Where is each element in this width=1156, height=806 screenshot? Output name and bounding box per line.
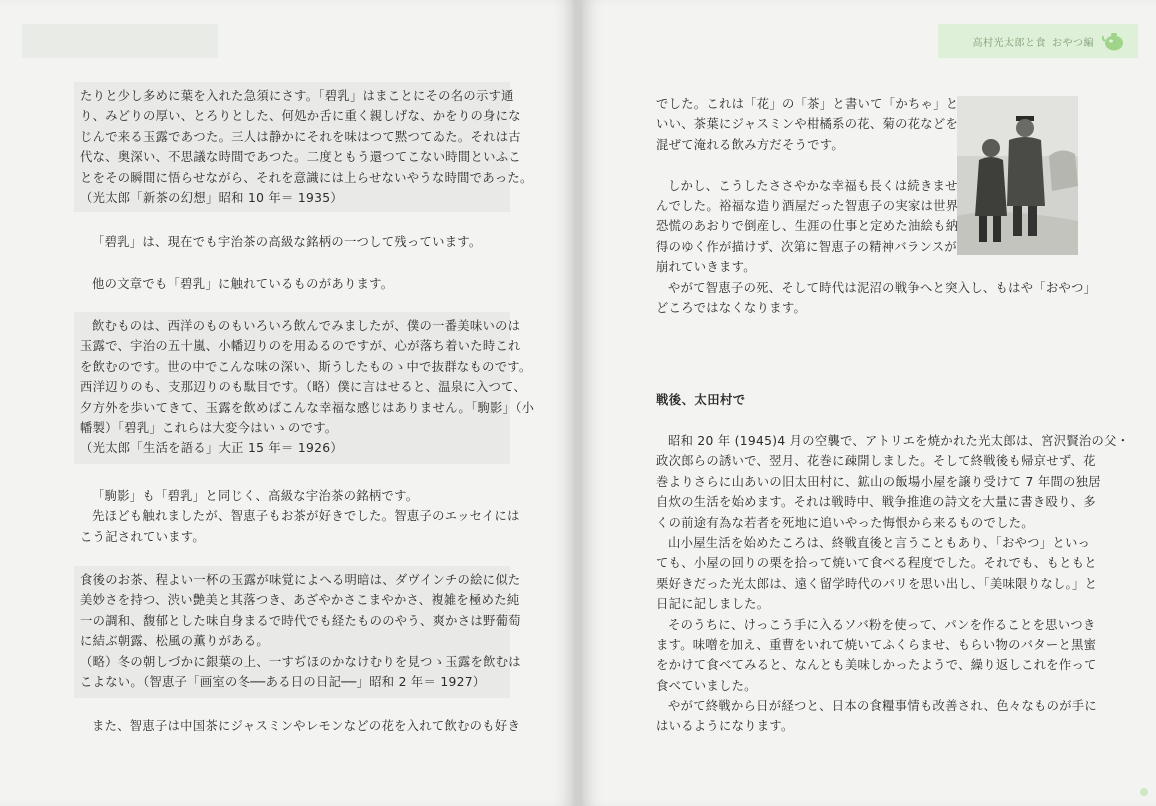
quote-3-line: に結ぶ朝露、松風の薫りがある。 (80, 634, 269, 649)
paragraph-line: 「駒影」も「碧乳」と同じく、高級な宇治茶の銘柄です。 (92, 489, 419, 503)
body-line: しかし、こうしたささやかな幸福も長くは続きませ (668, 178, 958, 193)
quote-3-line: 一の調和、馥郁とした味自身まるで時代でも経たもののやう、爽かさは野葡萄 (80, 613, 521, 628)
quote-2 (80, 316, 534, 459)
right-page (582, 0, 1156, 806)
quote-2-line: 夕方外を歩いてきて、玉露を飲めばこんな幸福な感じはありません。「駒影」（小 (80, 400, 535, 415)
body-line: をかけて食べてみると、なんとも美味しかったようで、繰り返しこれを作って (656, 658, 1097, 673)
body-line: 昭和 20 年 (1945)4 月の空襲で、アトリエを焼かれた光太郎は、宮沢賢治の父・ (668, 434, 1130, 448)
body-line: くの前途有為な若者を死地に追いやった悔恨から来るものでした。 (656, 515, 1034, 530)
quote-3-line: 食後のお茶、程よい一杯の玉露が味覚によへる明暗は、ダヴインチの絵に似た (80, 573, 521, 587)
left-page (0, 0, 574, 806)
paragraph-other-writings: 他の文章でも「碧乳」に触れているものがあります。 (92, 277, 394, 291)
header-title: 高村光太郎と食 (972, 37, 1046, 49)
body-line: 崩れていきます。 (656, 260, 756, 275)
body-line: 恐慌のあおりで倒産し、生涯の仕事と定めた油絵も納 (656, 219, 959, 234)
quote-2-line: を飲むのです。世の中でこんな味の深い、斯うしたものゝ中で抜群なものです。 (80, 359, 532, 374)
paragraph-line: こう記されています。 (80, 529, 205, 544)
quote-1-line: 代な、奥深い、不思議な時間であつた。二度ともう還つてこない時間といふこ (80, 150, 521, 165)
body-line (656, 155, 1096, 175)
body-line: でした。これは「花」の「茶」と書いて「かちゃ」と (656, 97, 959, 111)
body-line: 混ぜて淹れる飲み方だそうです。 (656, 137, 844, 152)
quote-1 (80, 86, 533, 208)
body-line: 巻よりさらに山あいの旧太田村に、鉱山の飯場小屋を譲り受けて 7 年間の独居 (656, 474, 1101, 489)
body-line: はいるようになります。 (656, 719, 794, 734)
quote-2-source: （光太郎「生活を語る」大正 15 年＝ 1926） (80, 441, 343, 456)
paragraph-koma-kage (80, 486, 520, 547)
photo-wrapped-text (656, 94, 1096, 318)
body-line: 食べていました。 (656, 678, 757, 693)
quote-1-line: とをその瞬間に悟らせながら、それを意識には上らせないやうな時間であった。 (80, 170, 533, 185)
body-line: 日記に記しました。 (656, 597, 770, 612)
body-line: 山小屋生活を始めたころは、終戦直後と言うこともあり、「おやつ」といっ (668, 535, 1091, 550)
paragraph-hekinyu: 「碧乳」は、現在でも宇治茶の高級な銘柄の一つして残っています。 (92, 235, 482, 249)
body-line: 自炊の生活を始めます。それは戦時中、戦争推進の詩文を大量に書き殴り、多 (656, 495, 1096, 510)
body-line: ても、小屋の回りの栗を拾って焼いて食べる程度でした。それでも、もともと (656, 556, 1097, 571)
quote-3 (80, 570, 521, 692)
body-line: やがて智恵子の死、そして時代は泥沼の戦争へと突入し、もはや「おやつ」 (668, 280, 1097, 295)
body-line: やがて終戦から日が経つと、日本の食糧事情も改善され、色々なものが手に (668, 699, 1098, 714)
body-line: 得のゆく作が描けず、次第に智恵子の精神バランスが (656, 239, 957, 254)
teapot-icon (1102, 30, 1126, 52)
page-header-tab (938, 24, 1138, 58)
postwar-section-body (656, 431, 1129, 737)
quote-3-line: （略）冬の朝しづかに銀葉の上、一すぢほのかなけむりを見つゝ玉露を飲むは (80, 654, 521, 669)
left-header-tab (22, 24, 218, 58)
quote-1-line: たりと少し多めに葉を入れた急須にさす。「碧乳」はまことにその名の示す通 (80, 89, 514, 103)
book-gutter (574, 0, 582, 806)
body-line: いい、茶葉にジャスミンや柑橘系の花、菊の花などを (656, 117, 959, 132)
quote-2-line: 西洋辺りのも、支那辺りのも駄目です。（略）僕に言はせると、温泉に入つて、 (80, 380, 527, 395)
body-line: ます。味噌を加え、重曹をいれて焼いてふくらませ、もらい物のバターと黒蜜 (656, 637, 1097, 652)
section-heading: 戦後、太田村で (656, 393, 746, 407)
quote-1-source: （光太郎「新茶の幻想」昭和 10 年＝ 1935） (80, 190, 343, 205)
quote-2-line: 玉露で、宇治の五十嵐、小幡辺りのを用ゐるのですが、心が落ち着いた時これ (80, 339, 521, 354)
quote-1-line: り、みどりの厚い、とろりとした、何処か舌に重く親しげな、かをりの身にな (80, 109, 521, 124)
quote-2-line: 飲むものは、西洋のものもいろいろ飲んでみましたが、僕の一番美味いのは (92, 319, 521, 333)
header-section: おやつ編 (1052, 37, 1094, 49)
quote-3-source: こよない。（智恵子「画室の冬──ある日の日記──」昭和 2 年＝ 1927） (80, 674, 486, 689)
quote-3-line: 美妙さを持つ、渋い艶美と其落つき、あざやかさこまやかさ、複雑を極めた純 (80, 593, 520, 608)
paragraph-chinese-tea: また、智恵子は中国茶にジャスミンやレモンなどの花を入れて飲むのも好き (92, 719, 521, 733)
body-line: 栗好きだった光太郎は、遠く留学時代のパリを思い出し、「美味限りなし。」と (656, 576, 1098, 591)
body-line: どころではなくなります。 (656, 300, 807, 315)
body-line: そのうちに、けっこう手に入るソバ粉を使って、パンを作ることを思いつき (668, 617, 1096, 632)
body-line: 政次郎らの誘いで、翌月、花巻に疎開しました。そして終戦後も帰京せず、花 (656, 454, 1096, 469)
paragraph-line: 先ほども触れましたが、智恵子もお茶が好きでした。智恵子のエッセイには (92, 509, 520, 524)
page-corner-mark (1140, 788, 1148, 796)
quote-1-line: じんで来る玉露であつた。三人は静かにそれを味はつて黙つてゐた。それは古 (80, 129, 521, 144)
body-line: んでした。裕福な造り酒屋だった智恵子の実家は世界 (656, 198, 959, 213)
quote-2-line: 幡製）「碧乳」これらは大変今はいゝのです。 (80, 420, 338, 435)
